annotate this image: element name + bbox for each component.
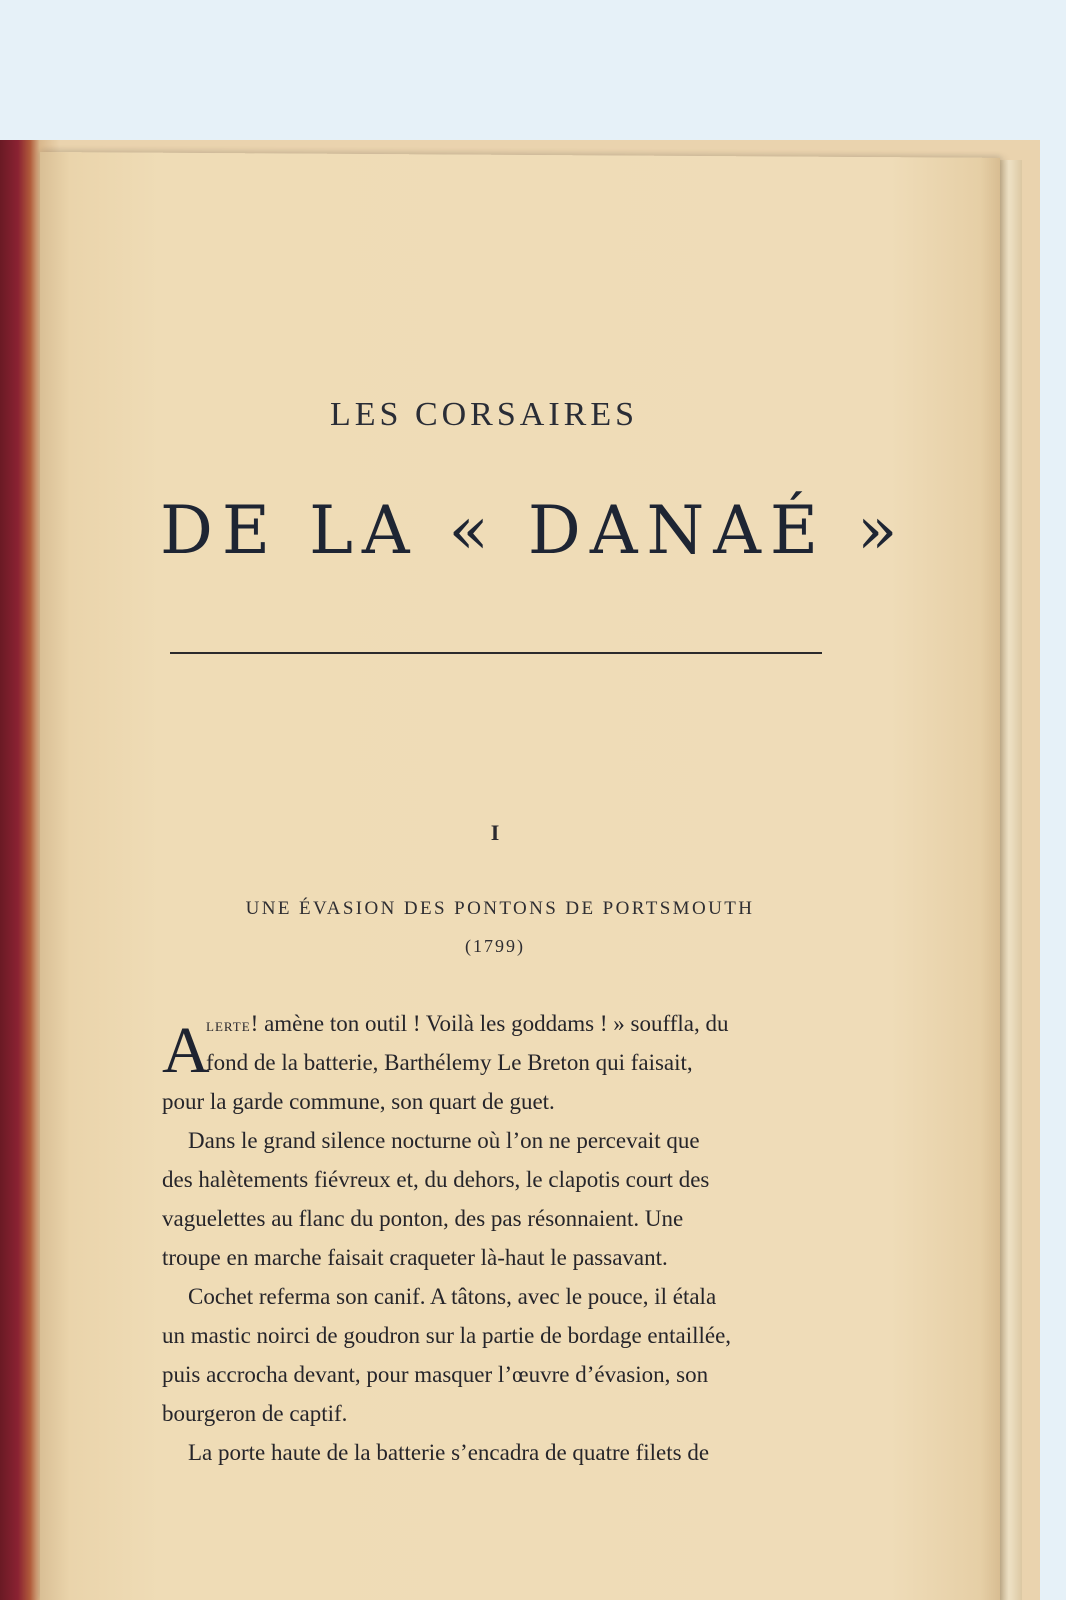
text-line: fond de la batterie, Barthélemy Le Breton qui faisait, [206, 1050, 693, 1075]
text-line: troupe en marche faisait craqueter là-haut le passavant. [162, 1245, 668, 1270]
chapter-number: I [490, 820, 500, 845]
text-line-rest: ! amène ton outil ! Voilà les goddams ! » souffla, du [250, 1011, 729, 1036]
chapter-year: (1799) [465, 936, 525, 956]
chapter-title: UNE ÉVASION DES PONTONS DE PORTSMOUTH [245, 898, 755, 919]
page-edges [1000, 160, 1022, 1600]
text-line: un mastic noirci de goudron sur la partie de bordage entaillée, [162, 1323, 732, 1348]
text-line: La porte haute de la batterie s’encadra de quatre filets de [188, 1440, 710, 1465]
text-line: pour la garde commune, son quart de guet. [162, 1089, 555, 1114]
text-line: Dans le grand silence nocturne où l’on ne percevait que [188, 1128, 700, 1153]
text-line: puis accrocha devant, pour masquer l’œuvre d’évasion, son [162, 1362, 709, 1387]
text-line [206, 1004, 846, 1043]
text-line: Cochet referma son canif. A tâtons, avec le pouce, il étala [188, 1284, 717, 1309]
book-title-line-1: LES CORSAIRES [330, 396, 638, 433]
text-line: bourgeron de captif. [162, 1401, 348, 1426]
paragraph-1 [206, 1004, 846, 1082]
small-caps-word: lerte [206, 1015, 251, 1036]
drop-cap: A [162, 1014, 210, 1087]
text-line: des halètements fiévreux et, du dehors, le clapotis court des [162, 1167, 710, 1192]
text-line: vaguelettes au flanc du ponton, des pas résonnaient. Une [162, 1206, 684, 1231]
title-rule [170, 652, 822, 654]
body-text [162, 1082, 842, 1472]
book-title-line-2: DE LA « DANAÉ » [160, 492, 907, 569]
